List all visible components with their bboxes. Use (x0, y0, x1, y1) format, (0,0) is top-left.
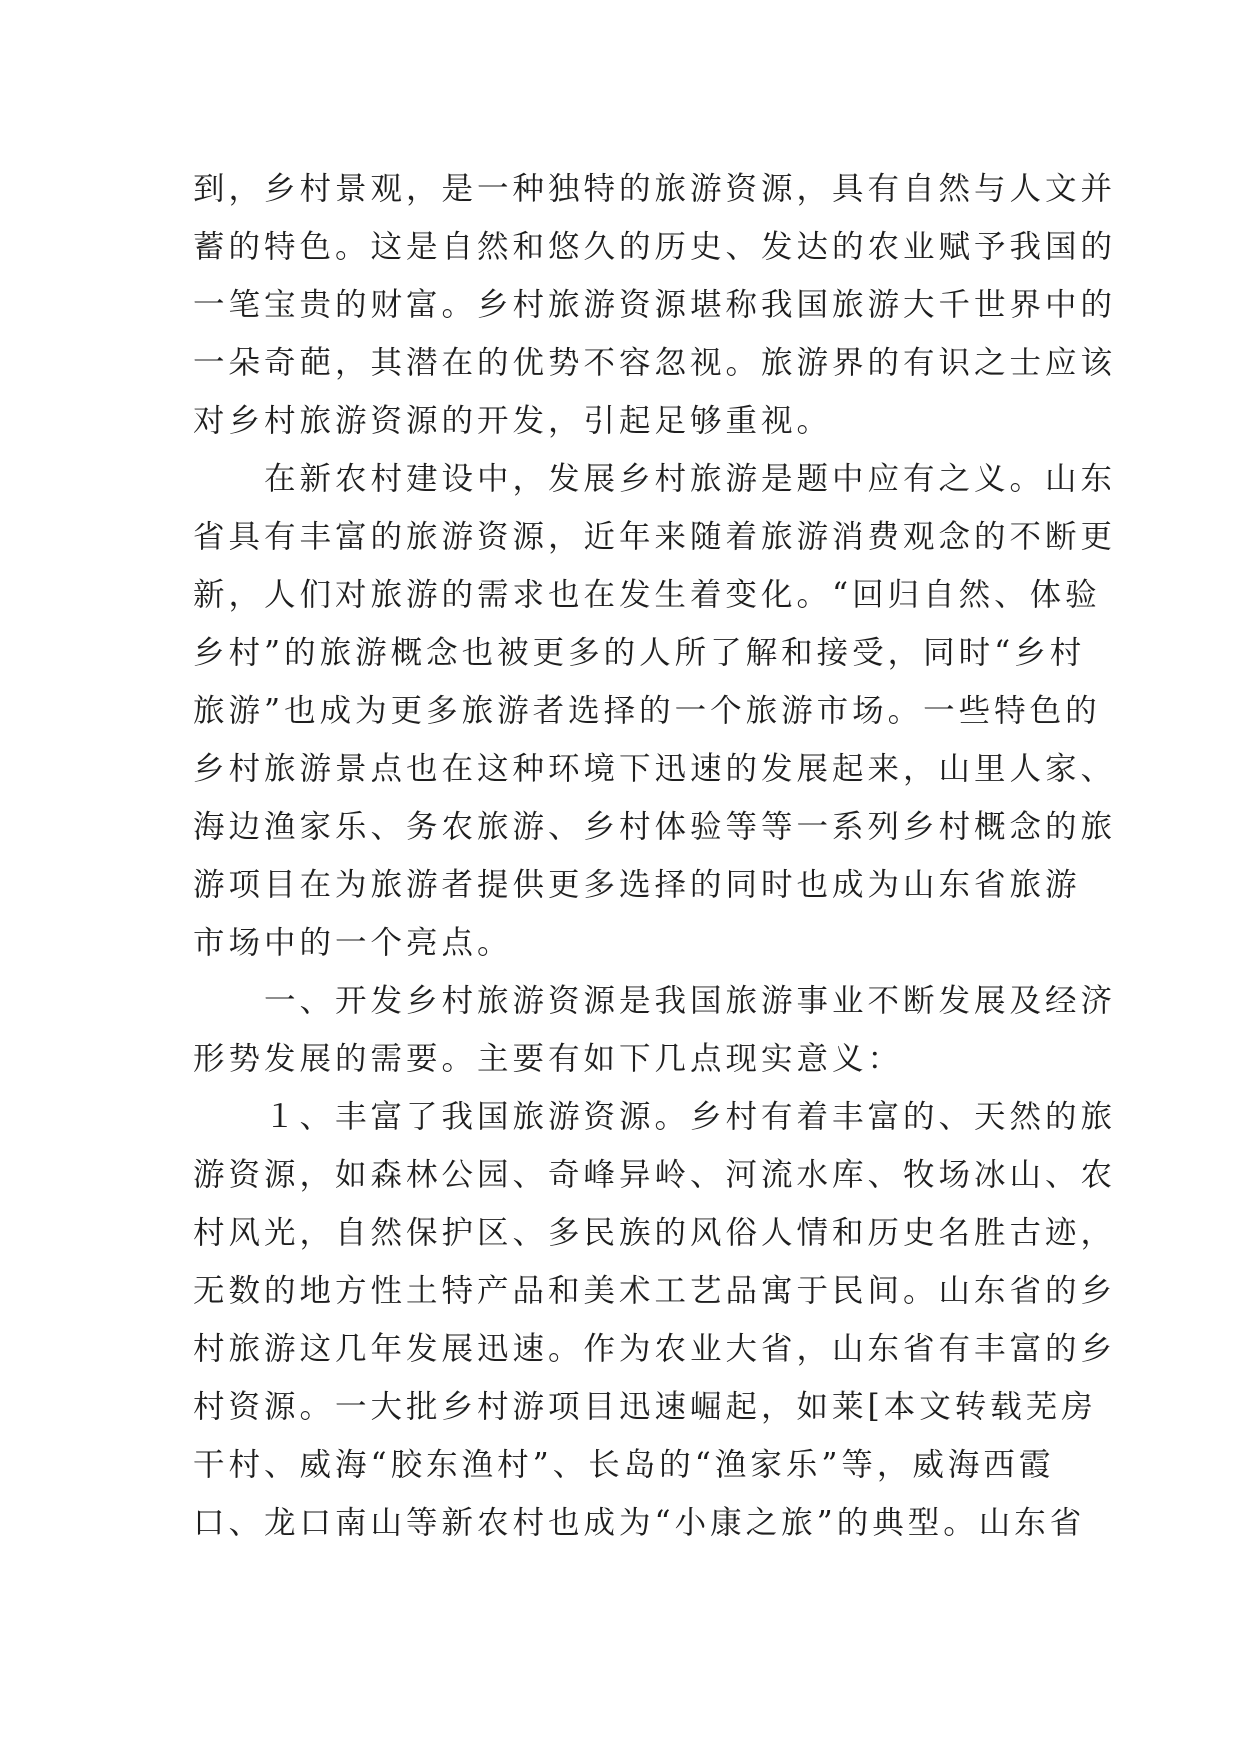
text-line: 乡村旅游景点也在这种环境下迅速的发展起来，山里人家、 (193, 751, 1117, 787)
body-text (193, 160, 1117, 1552)
text-line: 形势发展的需要。主要有如下几点现实意义： (193, 1041, 904, 1077)
text-line: １、丰富了我国旅游资源。乡村有着丰富的、天然的旅 (193, 1099, 1117, 1135)
text-line: 村旅游这几年发展迅速。作为农业大省，山东省有丰富的乡 (193, 1331, 1117, 1367)
text-line: 海边渔家乐、务农旅游、乡村体验等等一系列乡村概念的旅 (193, 809, 1117, 845)
text-line: 村风光，自然保护区、多民族的风俗人情和历史名胜古迹， (193, 1215, 1117, 1251)
text-line: 无数的地方性土特产品和美术工艺品寓于民间。山东省的乡 (193, 1273, 1117, 1309)
text-line: 游项目在为旅游者提供更多选择的同时也成为山东省旅游 (193, 867, 1081, 903)
text-line: 一笔宝贵的财富。乡村旅游资源堪称我国旅游大千世界中的 (193, 287, 1117, 323)
text-line: 干村、威海“胶东渔村”、长岛的“渔家乐”等，威海西霞 (193, 1447, 1055, 1483)
text-line: 一朵奇葩，其潜在的优势不容忽视。旅游界的有识之士应该 (193, 345, 1117, 381)
text-line: 到，乡村景观，是一种独特的旅游资源，具有自然与人文并 (193, 171, 1117, 207)
text-line: 一、开发乡村旅游资源是我国旅游事业不断发展及经济 (193, 983, 1117, 1019)
text-line: 对乡村旅游资源的开发，引起足够重视。 (193, 403, 833, 439)
text-line: 蓄的特色。这是自然和悠久的历史、发达的农业赋予我国的 (193, 229, 1117, 265)
text-line: 省具有丰富的旅游资源，近年来随着旅游消费观念的不断更 (193, 519, 1117, 555)
text-line: 乡村”的旅游概念也被更多的人所了解和接受，同时“乡村 (193, 635, 1086, 671)
text-line: 游资源，如森林公园、奇峰异岭、河流水库、牧场冰山、农 (193, 1157, 1117, 1193)
text-line: 口、龙口南山等新农村也成为“小康之旅”的典型。山东省 (193, 1505, 1086, 1541)
text-line: 村资源。一大批乡村游项目迅速崛起，如莱[本文转载芜房 (193, 1389, 1097, 1425)
text-line: 新，人们对旅游的需求也在发生着变化。“回归自然、体验 (193, 577, 1101, 613)
text-line: 旅游”也成为更多旅游者选择的一个旅游市场。一些特色的 (193, 693, 1101, 729)
text-line: 在新农村建设中，发展乡村旅游是题中应有之义。山东 (193, 461, 1117, 497)
text-line: 市场中的一个亮点。 (193, 925, 513, 961)
